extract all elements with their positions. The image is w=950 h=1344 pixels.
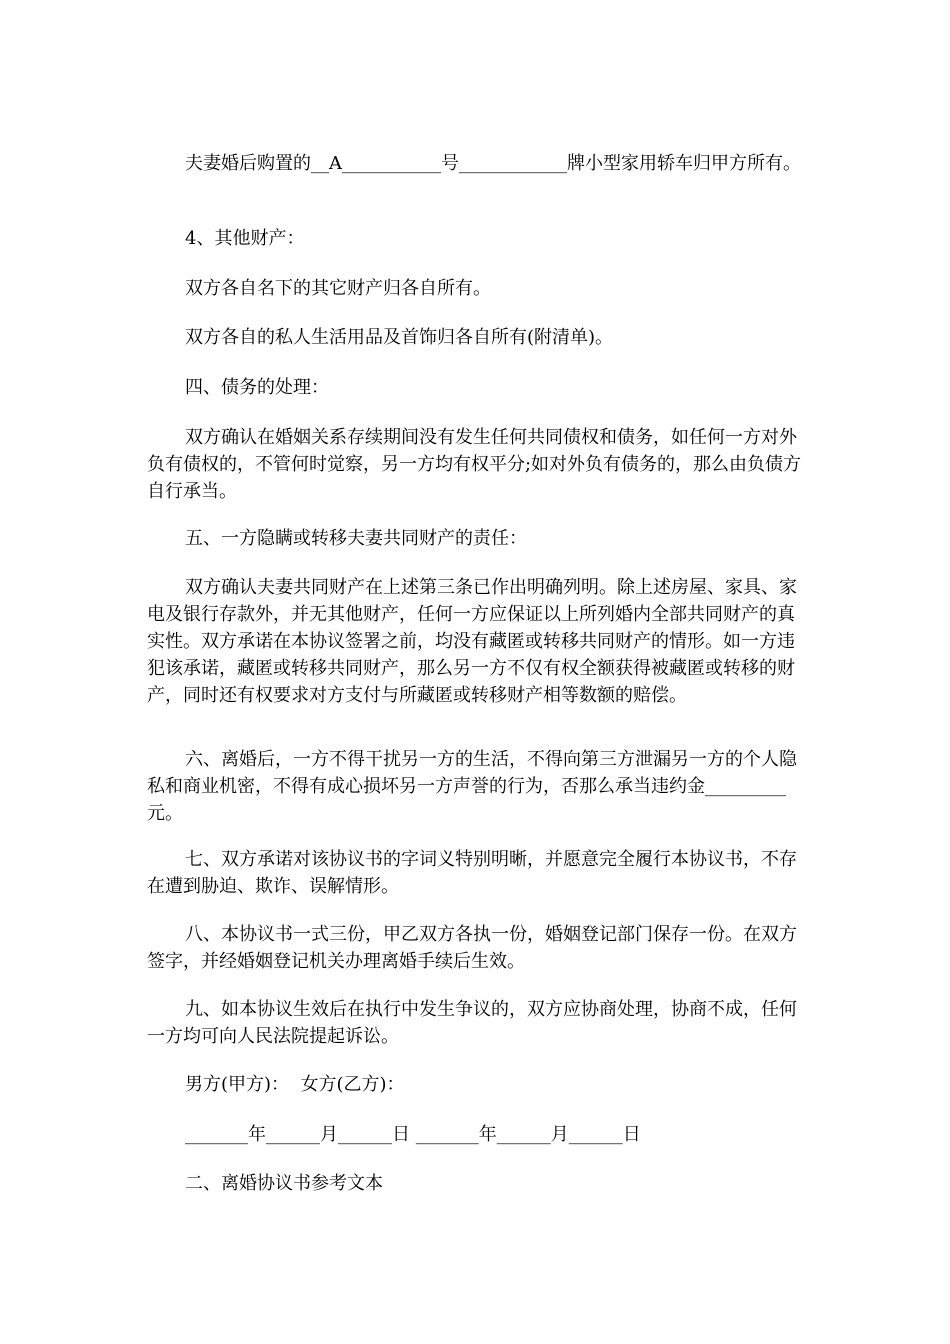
- section-concealment-heading: 五、一方隐瞒或转移夫妻共同财产的责任：: [185, 528, 527, 549]
- paragraph-understanding: 七、双方承诺对该协议书的字词义特别明晰，并愿意完全履行本协议书，不存在遭到胁迫、欺诈、误解情形。: [147, 849, 797, 897]
- section-debt-heading: 四、债务的处理：: [185, 377, 329, 398]
- paragraph-other-property-heading: 4、其他财产：: [185, 228, 305, 249]
- signature-dates: _______年______月______日 _______年______月______日: [185, 1124, 641, 1145]
- paragraph-disputes: 九、如本协议生效后在执行中发生争议的，双方应协商处理，协商不成，任何一方均可向人民法院提起诉讼。: [147, 999, 797, 1047]
- paragraph-own-name-property: 双方各自名下的其它财产归各自所有。: [185, 278, 491, 299]
- section-reference-text-heading: 二、离婚协议书参考文本: [185, 1173, 383, 1194]
- paragraph-concealment: 双方确认夫妻共同财产在上述第三条已作出明确列明。除上述房屋、家具、家电及银行存款外，并无其他财产，任何一方应保证以上所列婚内全部共同财产的真实性。双方承诺在本协议签署之前，均没有藏匿或转移共同财产的情形。如一方违犯该承诺，藏匿或转移共同财产，那么另一方不仅有权全额获得被藏匿或转移的财产，同时还有权要求对方支付与所藏匿或转移财产相等数额的赔偿。: [147, 577, 797, 706]
- paragraph-personal-items: 双方各自的私人生活用品及首饰归各自所有(附清单)。: [185, 327, 614, 348]
- paragraph-copies: 八、本协议书一式三份，甲乙双方各执一份，婚姻登记部门保存一份。在双方签字，并经婚姻登记机关办理离婚手续后生效。: [147, 924, 797, 972]
- paragraph-car-ownership: 夫妻婚后购置的__A___________号____________牌小型家用轿车归甲方所有。: [185, 153, 801, 174]
- signature-parties: 男方(甲方)： 女方(乙方)：: [185, 1074, 405, 1095]
- paragraph-privacy: 六、离婚后，一方不得干扰另一方的生活，不得向第三方泄漏另一方的个人隐私和商业机密，不得有成心损坏另一方声誉的行为，否那么承当违约金_________元。: [147, 749, 797, 824]
- paragraph-debt-handling: 双方确认在婚姻关系存续期间没有发生任何共同债权和债务，如任何一方对外负有债权的，不管何时觉察，另一方均有权平分;如对外负有债务的，那么由负债方自行承当。: [147, 427, 802, 502]
